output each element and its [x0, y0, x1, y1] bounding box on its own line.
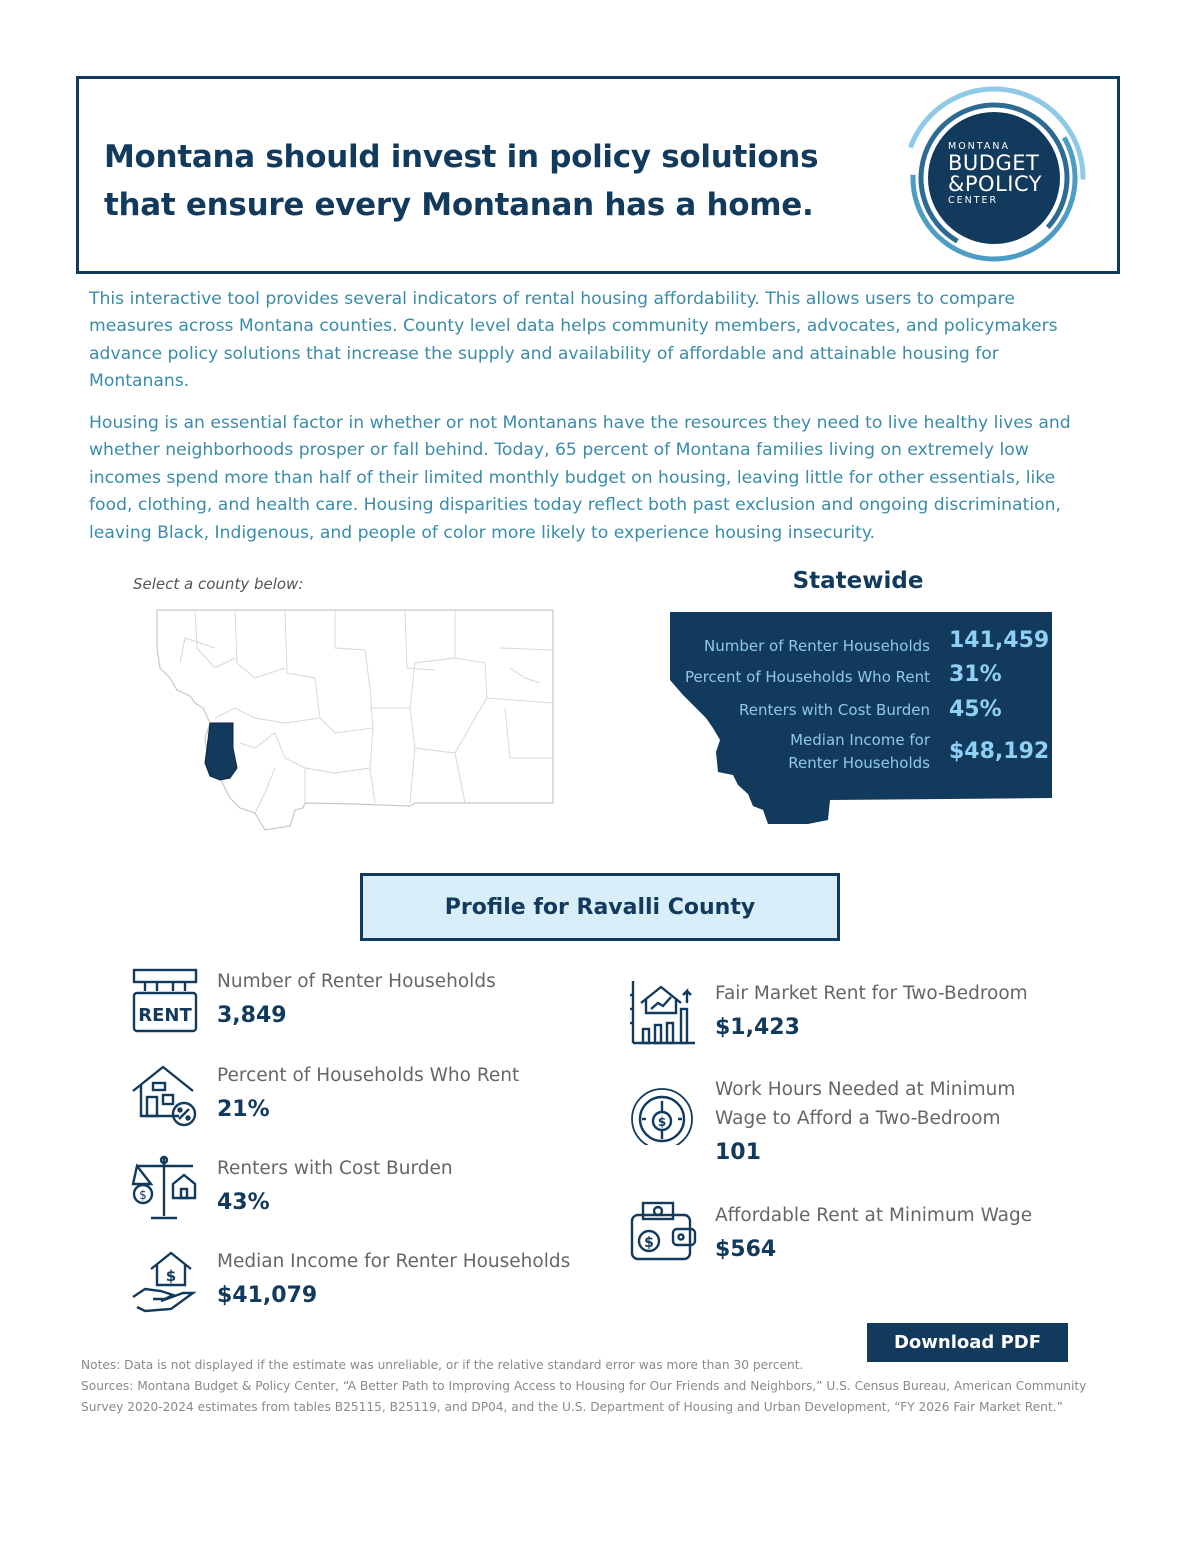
statewide-median-income-value: $48,192 — [949, 739, 1050, 764]
sources-line: Sources: Montana Budget & Policy Center, “A Better Path to Improving Access to Housing for Our Friends and Neighbors,” U.S. Census Bureau, American Community Survey 2020-2024 estimates from tables B25115, B25119, and DP04, and the U.S. Department of Housing and Urban Development, “FY 2026 Fair Market Rent.” — [81, 1379, 1087, 1414]
download-pdf-label: Download PDF — [893, 1332, 1041, 1353]
statewide-percent-rent-label: Percent of Households Who Rent — [684, 668, 930, 686]
median-income-value: $41,079 — [217, 1283, 318, 1308]
logo-line-1: MONTANA — [948, 141, 1010, 152]
affordable-rent-label: Affordable Rent at Minimum Wage — [715, 1205, 1033, 1226]
scale-icon — [131, 1154, 201, 1224]
select-county-label: Select a county below: — [133, 575, 304, 593]
profile-title: Profile for Ravalli County — [444, 894, 756, 920]
statewide-median-income-label-1: Median Income for — [790, 731, 930, 749]
median-income-label: Median Income for Renter Households — [217, 1251, 571, 1272]
hand-house-dollar-icon — [131, 1247, 201, 1317]
house-chart-icon — [629, 979, 699, 1049]
statewide-title: Statewide — [792, 568, 924, 594]
logo-text — [948, 141, 1042, 207]
logo-line-3: &POLICY — [948, 172, 1043, 196]
montana-county-map[interactable] — [155, 608, 555, 833]
cost-burden-label: Renters with Cost Burden — [217, 1158, 453, 1179]
profile-title-box — [360, 873, 840, 941]
svg-text:$: $ — [657, 1115, 667, 1129]
work-hours-value: 101 — [715, 1140, 761, 1165]
cost-burden-value: 43% — [217, 1190, 270, 1215]
svg-text:$: $ — [165, 1267, 177, 1285]
percent-rent-value: 21% — [217, 1097, 270, 1122]
rent-sign-icon — [131, 967, 201, 1037]
wallet-icon — [629, 1201, 699, 1271]
affordable-rent-value: $564 — [715, 1237, 777, 1262]
header-box — [76, 76, 1120, 274]
work-hours-label-2: Wage to Afford a Two-Bedroom — [715, 1108, 1001, 1129]
statewide-median-income-label-2: Renter Households — [788, 754, 930, 772]
logo-line-4: CENTER — [948, 195, 999, 206]
page-title: Montana should invest in policy solutions that ensure every Montanan has a home. — [104, 139, 819, 223]
clock-dollar-icon — [629, 1075, 699, 1145]
intro-paragraph-1: This interactive tool provides several indicators of rental housing affordability. This allows users to compare measures across Montana counties. County level data helps community members, advocates, and policymakers advance policy solutions that increase the supply and availability of affordable and attainable housing for Montanans. — [89, 289, 1058, 392]
ravalli-county[interactable] — [205, 723, 237, 780]
svg-text:$: $ — [139, 1188, 147, 1202]
notes-line: Notes: Data is not displayed if the estimate was unreliable, or if the relative standard error was more than 30 percent. — [81, 1358, 804, 1372]
statewide-cost-burden-label: Renters with Cost Burden — [738, 701, 930, 719]
statewide-renter-households-value: 141,459 — [949, 628, 1050, 653]
statewide-cost-burden-value: 45% — [949, 697, 1002, 722]
svg-text:RENT: RENT — [138, 1005, 192, 1026]
fair-market-rent-value: $1,423 — [715, 1015, 800, 1040]
statewide-renter-households-label: Number of Renter Households — [704, 637, 930, 655]
intro-paragraph-2: Housing is an essential factor in whether or not Montanans have the resources they need to live healthy lives and whether neighborhoods prosper or fall behind. Today, 65 percent of Montana families living on extremely low incomes spend more than half of their limited monthly budget on housing, leaving little for other essentials, like food, clothing, and health care. Housing disparities today reflect both past exclusion and ongoing discrimination, leaving Black, Indigenous, and people of color more likely to experience housing insecurity. — [89, 413, 1071, 543]
statewide-percent-rent-value: 31% — [949, 662, 1002, 687]
house-percent-icon — [131, 1061, 201, 1131]
fair-market-rent-label: Fair Market Rent for Two-Bedroom — [715, 983, 1028, 1004]
notes — [81, 1355, 1111, 1418]
svg-text:$: $ — [644, 1235, 654, 1251]
work-hours-label-1: Work Hours Needed at Minimum — [715, 1079, 1016, 1100]
percent-rent-label: Percent of Households Who Rent — [217, 1065, 520, 1086]
renter-households-label: Number of Renter Households — [217, 971, 496, 992]
renter-households-value: 3,849 — [217, 1003, 287, 1028]
logo-line-2: BUDGET — [948, 151, 1040, 175]
